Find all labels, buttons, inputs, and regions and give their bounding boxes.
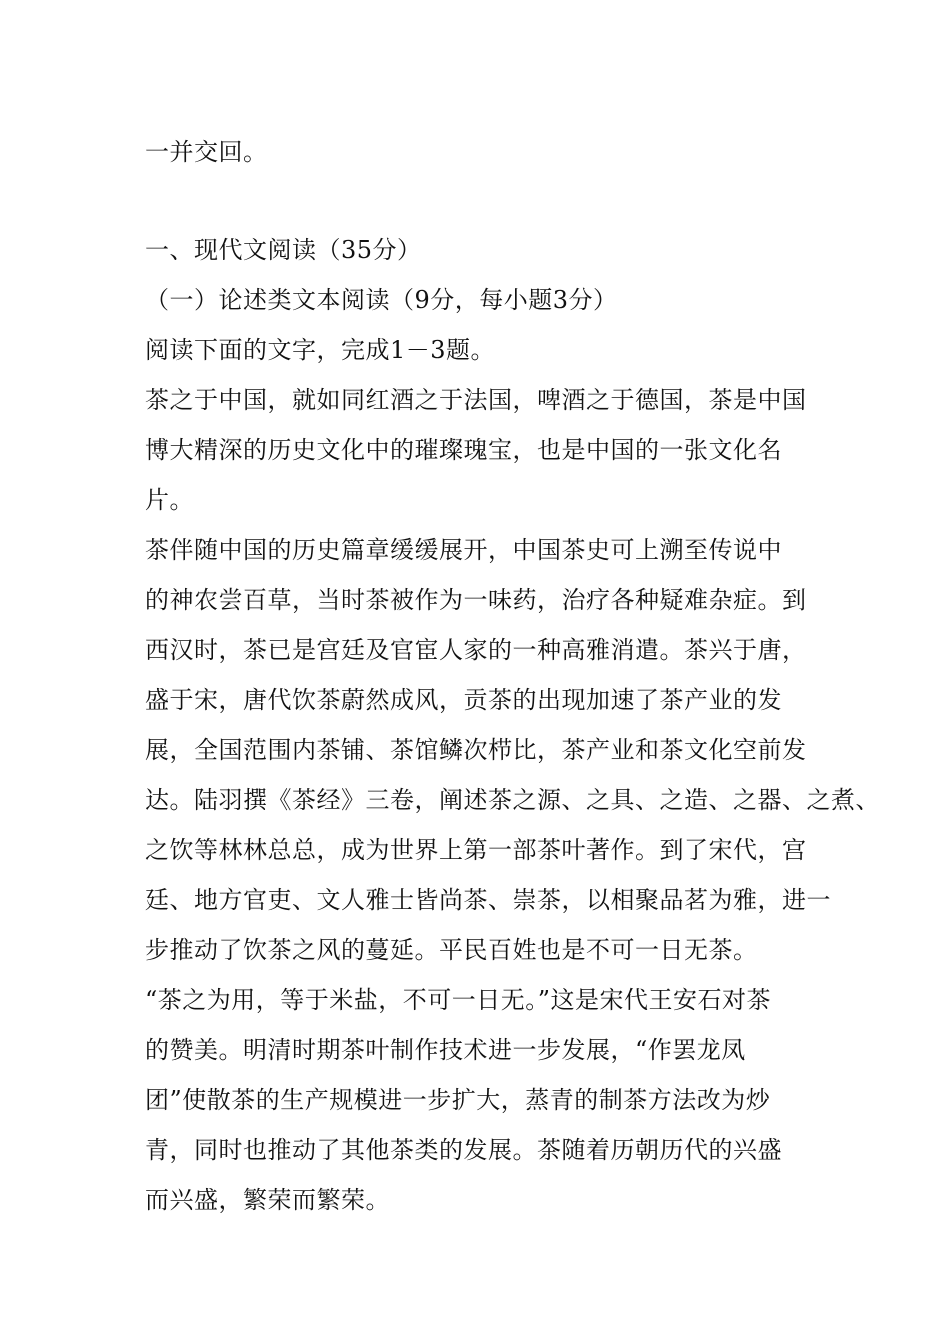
paragraph-line: 团”使散茶的生产规模进一步扩大，蒸青的制茶方法改为炒: [145, 1086, 771, 1114]
paragraph-line: 之饮等林林总总，成为世界上第一部茶叶著作。到了宋代，宫: [145, 836, 807, 864]
paragraph-line: 的神农尝百草，当时茶被作为一味药，治疗各种疑难杂症。到: [145, 586, 807, 614]
paragraph-line: “茶之为用，等于米盐，不可一日无。”这是宋代王安石对茶: [145, 986, 772, 1014]
paragraph-line: 展，全国范围内茶铺、茶馆鳞次栉比，茶产业和茶文化空前发: [145, 736, 807, 764]
subsection-heading: （一）论述类文本阅读（9分，每小题3分）: [145, 286, 618, 314]
paragraph-line: 廷、地方官吏、文人雅士皆尚茶、崇茶，以相聚品茗为雅，进一: [145, 886, 831, 914]
paragraph-line: 步推动了饮茶之风的蔓延。平民百姓也是不可一日无茶。: [145, 936, 758, 964]
paragraph-line: 而兴盛，繁荣而繁荣。: [145, 1186, 390, 1214]
closing-line: 一并交回。: [145, 138, 268, 166]
paragraph-line: 茶伴随中国的历史篇章缓缓展开，中国茶史可上溯至传说中: [145, 536, 782, 564]
instruction-line: 阅读下面的文字，完成1－3题。: [145, 336, 496, 364]
paragraph-line: 达。陆羽撰《茶经》三卷，阐述茶之源、之具、之造、之器、之煮、: [145, 786, 880, 814]
paragraph-line: 的赞美。明清时期茶叶制作技术进一步发展，“作罢龙凤: [145, 1036, 746, 1064]
section-heading: 一、现代文阅读（35分）: [145, 236, 422, 264]
paragraph-line: 片。: [145, 486, 194, 514]
paragraph-line: 西汉时，茶已是宫廷及官宦人家的一种高雅消遣。茶兴于唐，: [145, 636, 807, 664]
paragraph-line: 盛于宋，唐代饮茶蔚然成风，贡茶的出现加速了茶产业的发: [145, 686, 782, 714]
paragraph-line: 茶之于中国，就如同红酒之于法国，啤酒之于德国，茶是中国: [145, 386, 807, 414]
paragraph-line: 青，同时也推动了其他茶类的发展。茶随着历朝历代的兴盛: [145, 1136, 782, 1164]
paragraph-line: 博大精深的历史文化中的璀璨瑰宝，也是中国的一张文化名: [145, 436, 782, 464]
